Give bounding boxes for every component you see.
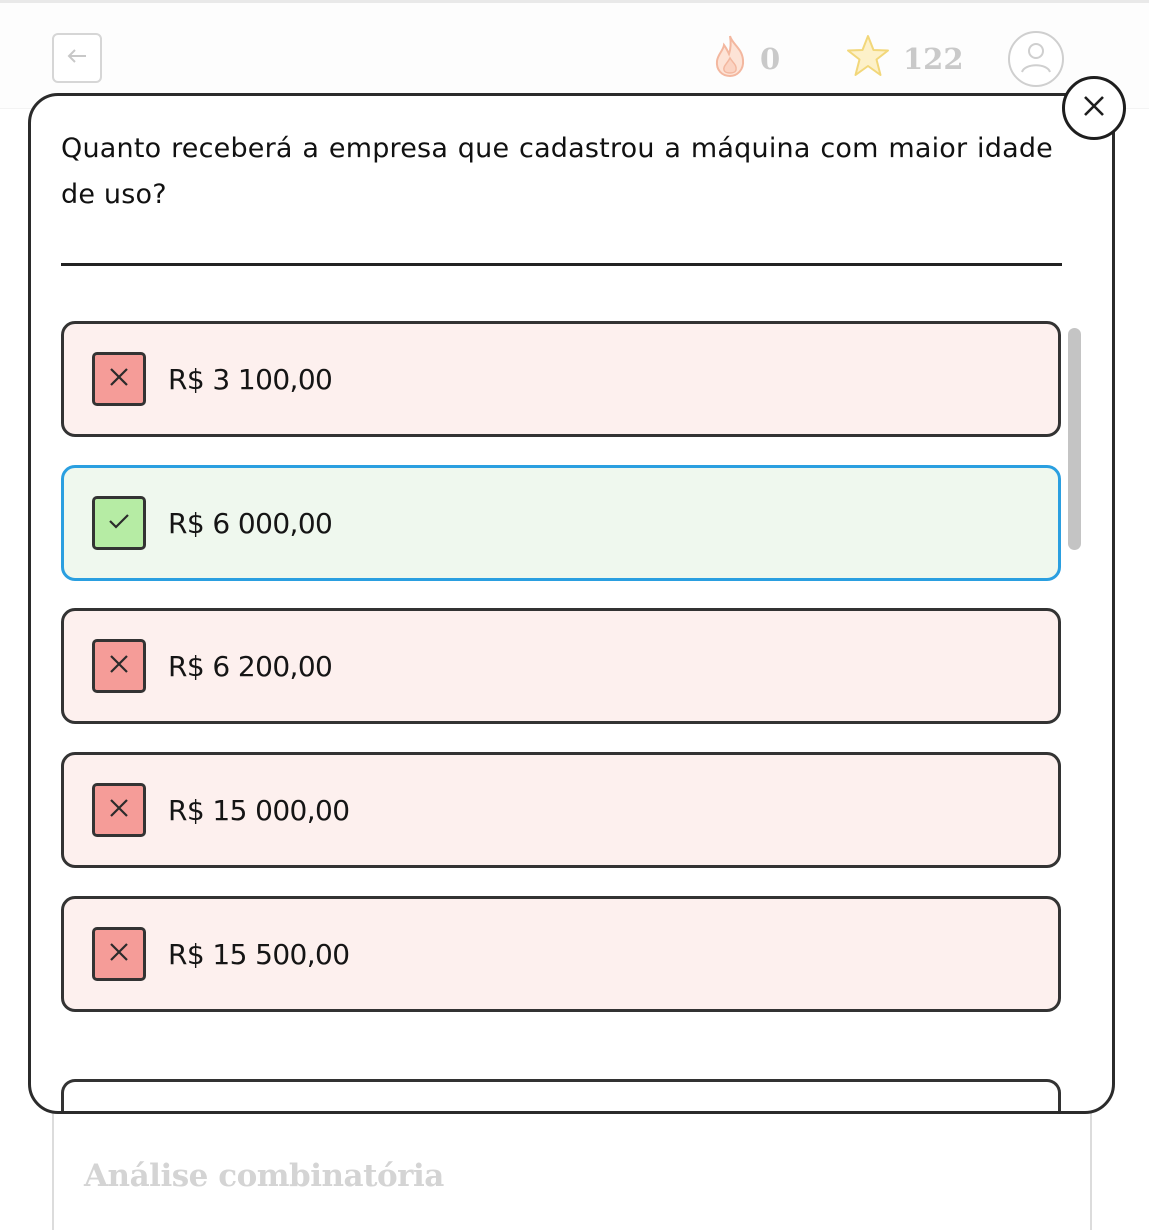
correct-mark [92,496,146,550]
back-button[interactable] [52,33,102,83]
fire-icon [712,34,748,85]
option-label: R$ 3 100,00 [168,362,333,396]
incorrect-mark [92,639,146,693]
points-counter [845,33,964,85]
star-icon [845,34,891,85]
user-icon [1016,37,1056,82]
answer-modal [28,93,1115,1114]
answer-option[interactable] [61,896,1061,1012]
background-card-title: Análise combinatória [84,1158,444,1194]
incorrect-mark [92,352,146,406]
incorrect-mark [92,783,146,837]
x-icon [107,365,131,394]
option-label: R$ 6 000,00 [168,506,333,540]
option-label: R$ 15 500,00 [168,937,350,971]
modal-scrollbar[interactable] [1068,328,1081,550]
x-icon [107,796,131,825]
x-icon [107,652,131,681]
streak-value: 0 [760,42,781,76]
close-button[interactable] [1062,76,1126,140]
profile-button[interactable] [1008,31,1064,87]
answer-option-correct[interactable] [61,465,1061,581]
incorrect-mark [92,927,146,981]
answer-option[interactable] [61,321,1061,437]
option-label: R$ 6 200,00 [168,649,333,683]
option-label: R$ 15 000,00 [168,793,350,827]
points-value: 122 [903,42,964,76]
answer-option[interactable] [61,608,1061,724]
answer-option[interactable] [61,752,1061,868]
close-icon [1082,94,1106,123]
check-icon [106,510,132,537]
streak-counter [712,33,780,85]
x-icon [107,940,131,969]
next-content-edge [61,1079,1061,1114]
divider [61,263,1062,266]
arrow-left-icon [66,48,88,69]
question-text: Quanto receberá a empresa que cadastrou a máquina com maior idade de uso? [61,133,1053,210]
